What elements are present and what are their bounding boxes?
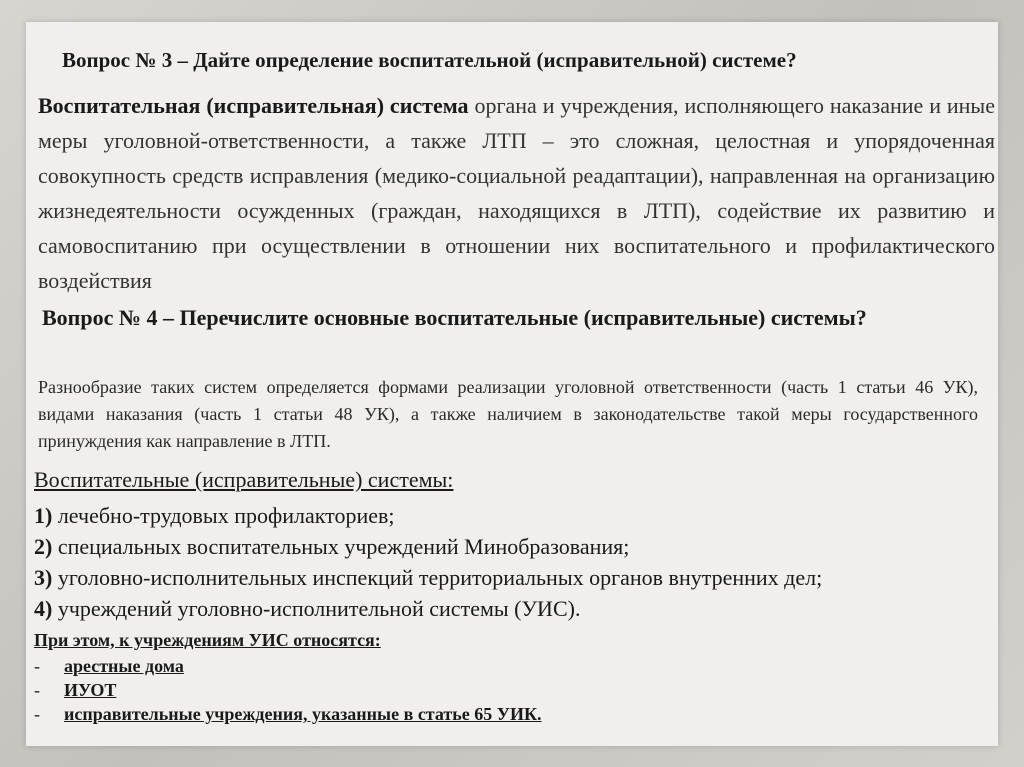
list-item bbox=[34, 562, 974, 593]
list-item bbox=[34, 654, 542, 678]
question-3-heading: Вопрос № 3 – Дайте определение воспитательной (исправительной) системе? bbox=[62, 48, 797, 72]
list-item bbox=[34, 593, 974, 624]
uis-title: При этом, к учреждениям УИС относятся: bbox=[34, 630, 381, 650]
item-text: уголовно-исполнительных инспекций территориальных органов внутренних дел; bbox=[52, 565, 823, 590]
item-number: 4) bbox=[34, 596, 53, 621]
item-text: исправительные учреждения, указанные в статье 65 УИК. bbox=[64, 704, 542, 724]
item-text: лечебно-трудовых профилакториев; bbox=[52, 503, 395, 528]
dash-bullet: - bbox=[34, 680, 40, 700]
item-number: 3) bbox=[34, 565, 53, 590]
definition-term: Воспитательная (исправительная) система bbox=[38, 93, 469, 118]
question-4-heading: Вопрос № 4 – Перечислите основные воспитательные (исправительные) системы? bbox=[42, 305, 867, 330]
systems-title: Воспитательные (исправительные) системы: bbox=[34, 467, 454, 492]
variety-paragraph: Разнообразие таких систем определяется формами реализации уголовной ответственности (часть 1 статьи 46 УК), видами наказания (часть 1 статьи 48 УК), а также наличием в законодательстве такой меры государственного принуждения как направление в ЛТП. bbox=[38, 377, 978, 451]
dash-bullet: - bbox=[34, 656, 40, 676]
item-text: специальных воспитательных учреждений Минобразования; bbox=[52, 534, 630, 559]
list-item bbox=[34, 500, 974, 531]
item-text: ИУОТ bbox=[64, 680, 117, 700]
item-text: арестные дома bbox=[64, 656, 184, 676]
definition-paragraph bbox=[38, 88, 995, 298]
item-text: учреждений уголовно-исполнительной системы (УИС). bbox=[52, 596, 581, 621]
list-item bbox=[34, 678, 542, 702]
item-number: 2) bbox=[34, 534, 53, 559]
definition-text: органа и учреждения, исполняющего наказание и иные меры уголовной-ответственности, а также ЛТП – это сложная, целостная и упорядоченная совокупность средств исправления (медико-социальной реадаптации), направленная на организацию жизнедеятельности осужденных (граждан, находящихся в ЛТП), содействие их развитию и самовоспитанию при осуществлении в отношении них воспитательного и профилактического воздействия bbox=[38, 93, 995, 293]
list-item bbox=[34, 702, 542, 726]
item-number: 1) bbox=[34, 503, 53, 528]
list-item bbox=[34, 531, 974, 562]
uis-list bbox=[34, 654, 542, 726]
dash-bullet: - bbox=[34, 704, 40, 724]
systems-list bbox=[34, 500, 974, 624]
